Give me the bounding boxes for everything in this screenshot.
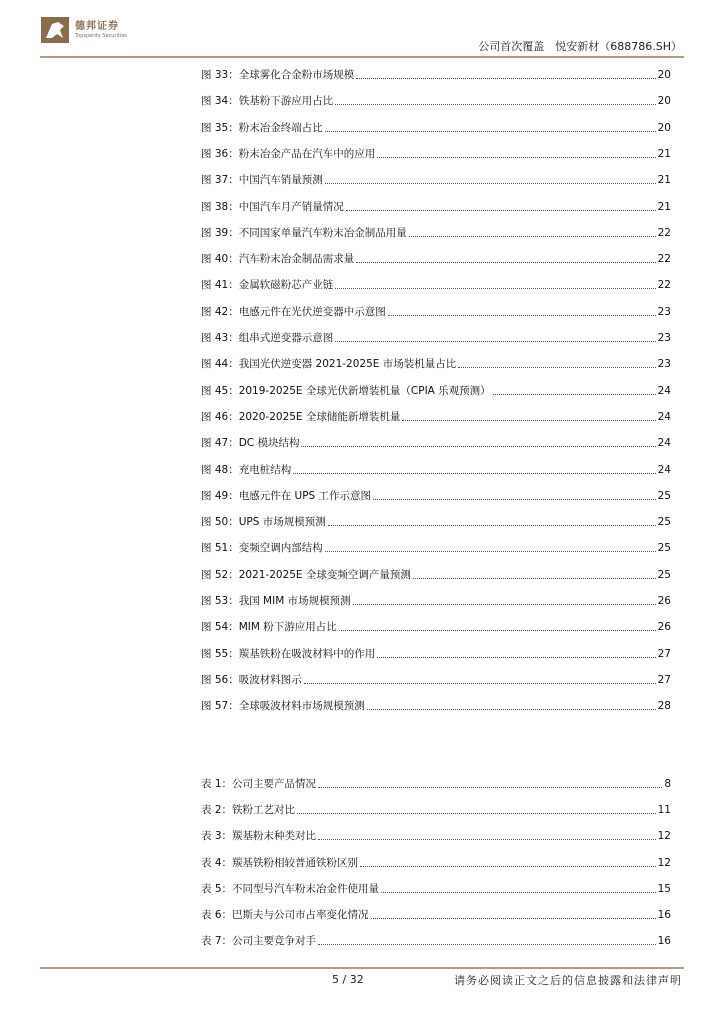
toc-entry-label: 表 1：公司主要产品情况 xyxy=(201,778,317,790)
footer-divider xyxy=(40,967,684,969)
toc-entry-page: 22 xyxy=(657,226,671,239)
toc-entry-page: 26 xyxy=(657,621,671,634)
toc-entry-label: 图 54：MIM 粉下游应用占比 xyxy=(201,621,337,634)
toc-leader-dots xyxy=(318,943,656,945)
toc-entry[interactable] xyxy=(201,541,671,555)
logo-cn-text: 德邦证券 xyxy=(75,20,119,32)
toc-entry-page: 25 xyxy=(657,489,671,502)
toc-entry-page: 21 xyxy=(657,200,671,213)
toc-entry-label: 图 39：不同国家单量汽车粉末冶金制品用量 xyxy=(201,226,407,239)
toc-entry[interactable] xyxy=(201,252,671,266)
toc-leader-dots xyxy=(297,812,656,814)
toc-entry[interactable] xyxy=(201,777,671,791)
toc-leader-dots xyxy=(293,472,655,474)
toc-entry-page: 15 xyxy=(657,882,671,895)
toc-entry-page: 23 xyxy=(657,305,671,318)
toc-leader-dots xyxy=(356,261,655,263)
toc-entry-label: 图 35：粉末冶金终端占比 xyxy=(201,121,323,134)
toc-entry[interactable] xyxy=(201,699,671,713)
toc-entry-page: 24 xyxy=(657,437,671,450)
toc-entry-page: 20 xyxy=(657,121,671,134)
toc-entry[interactable] xyxy=(201,278,671,292)
toc-entry-page: 25 xyxy=(657,542,671,555)
toc-entry[interactable] xyxy=(201,357,671,371)
toc-entry[interactable] xyxy=(201,410,671,424)
toc-entry-label: 图 52：2021-2025E 全球变频空调产量预测 xyxy=(201,568,411,581)
toc-entry-page: 20 xyxy=(657,95,671,108)
toc-leader-dots xyxy=(304,682,656,684)
toc-entry-label: 图 50：UPS 市场规模预测 xyxy=(201,516,326,529)
toc-entry-label: 图 53：我国 MIM 市场规模预测 xyxy=(201,595,351,607)
toc-leader-dots xyxy=(388,314,656,316)
toc-entry[interactable] xyxy=(201,147,671,161)
toc-entry-label: 图 33：全球雾化合金粉市场规模 xyxy=(201,69,355,81)
toc-entry[interactable] xyxy=(201,934,671,948)
toc-leader-dots xyxy=(360,865,656,867)
toc-leader-dots xyxy=(402,419,655,421)
toc-entry-label: 表 2：铁粉工艺对比 xyxy=(201,804,296,817)
toc-entry-label: 图 44：我国光伏逆变器 2021-2025E 市场装机量占比 xyxy=(201,358,457,371)
toc-entry-page: 12 xyxy=(657,856,671,869)
toc-leader-dots xyxy=(328,524,656,526)
toc-entry-label: 图 34：铁基粉下游应用占比 xyxy=(201,95,334,108)
toc-entry-label: 表 6：巴斯夫与公司市占率变化情况 xyxy=(201,909,369,921)
toc-entry[interactable] xyxy=(201,200,671,214)
toc-leader-dots xyxy=(318,786,662,788)
toc-entry-page: 11 xyxy=(657,804,671,817)
toc-entry-page: 25 xyxy=(657,516,671,529)
toc-leader-dots xyxy=(335,103,655,105)
toc-entry-page: 22 xyxy=(657,279,671,292)
toc-entry-label: 表 4：羰基铁粉相较普通铁粉区别 xyxy=(201,856,359,869)
toc-entry-page: 25 xyxy=(657,568,671,581)
toc-entry-page: 22 xyxy=(657,253,671,266)
toc-entry-page: 8 xyxy=(664,778,671,790)
toc-entry-label: 图 43：组串式逆变器示意图 xyxy=(201,332,334,344)
toc-leader-dots xyxy=(458,366,655,368)
toc-leader-dots xyxy=(318,838,656,840)
toc-entry-page: 27 xyxy=(657,647,671,660)
toc-leader-dots xyxy=(346,209,656,211)
toc-entry[interactable] xyxy=(201,803,671,817)
toc-entry-label: 表 5：不同型号汽车粉末冶金件使用量 xyxy=(201,882,380,895)
toc-entry[interactable] xyxy=(201,620,671,634)
toc-entry-page: 12 xyxy=(657,830,671,843)
toc-entry-page: 16 xyxy=(657,909,671,921)
legal-disclaimer: 请务必阅读正文之后的信息披露和法律声明 xyxy=(454,974,682,987)
toc-entry-label: 图 41：金属软磁粉芯产业链 xyxy=(201,279,334,292)
toc-entry-page: 24 xyxy=(657,463,671,476)
toc-entry[interactable] xyxy=(201,568,671,582)
toc-leader-dots xyxy=(377,156,655,158)
toc-leader-dots xyxy=(335,340,655,342)
toc-entry-label: 图 37：中国汽车销量预测 xyxy=(201,174,323,187)
toc-entry-label: 图 51：变频空调内部结构 xyxy=(201,542,323,555)
toc-leader-dots xyxy=(371,917,656,919)
toc-leader-dots xyxy=(493,393,656,395)
toc-entry-label: 图 55：羰基铁粉在吸波材料中的作用 xyxy=(201,647,376,660)
toc-entry-label: 图 57：全球吸波材料市场规模预测 xyxy=(201,700,365,713)
toc-leader-dots xyxy=(301,445,655,447)
toc-leader-dots xyxy=(325,182,656,184)
toc-entry[interactable] xyxy=(201,305,671,319)
toc-leader-dots xyxy=(353,603,656,605)
page-number: 5 / 32 xyxy=(332,973,364,986)
toc-entry[interactable] xyxy=(201,173,671,187)
toc-entry[interactable] xyxy=(201,908,671,922)
toc-entry[interactable] xyxy=(201,515,671,529)
toc-leader-dots xyxy=(377,656,655,658)
toc-entry-label: 图 40：汽车粉末冶金制品需求量 xyxy=(201,253,355,266)
company-logo xyxy=(40,16,160,44)
toc-leader-dots xyxy=(373,498,656,500)
logo-mark-icon xyxy=(40,16,70,44)
toc-entry-label: 图 42：电感元件在光伏逆变器中示意图 xyxy=(201,305,386,318)
toc-leader-dots xyxy=(413,577,656,579)
toc-entry[interactable] xyxy=(201,829,671,843)
toc-entry-label: 表 7：公司主要竞争对手 xyxy=(201,935,317,948)
toc-entry-label: 表 3：羰基粉末种类对比 xyxy=(201,830,317,843)
toc-entry[interactable] xyxy=(201,463,671,477)
toc-leader-dots xyxy=(367,708,656,710)
toc-entry[interactable] xyxy=(201,647,671,661)
toc-leader-dots xyxy=(356,77,655,79)
toc-entry[interactable] xyxy=(201,384,671,398)
toc-entry-page: 16 xyxy=(657,935,671,948)
toc-leader-dots xyxy=(339,629,656,631)
toc-leader-dots xyxy=(335,287,655,289)
toc-entry-page: 23 xyxy=(657,358,671,371)
toc-entry[interactable] xyxy=(201,594,671,608)
toc-entry-page: 20 xyxy=(657,69,671,81)
toc-entry[interactable] xyxy=(201,68,671,82)
toc-entry[interactable] xyxy=(201,673,671,687)
toc-entry[interactable] xyxy=(201,882,671,896)
toc-leader-dots xyxy=(325,130,656,132)
toc-entry-label: 图 46：2020-2025E 全球储能新增装机量 xyxy=(201,410,401,423)
toc-entry-label: 图 36：粉末冶金产品在汽车中的应用 xyxy=(201,147,376,160)
toc-leader-dots xyxy=(325,550,656,552)
toc-entry-page: 24 xyxy=(657,410,671,423)
toc-entry[interactable] xyxy=(201,856,671,870)
toc-entry-label: 图 49：电感元件在 UPS 工作示意图 xyxy=(201,489,372,502)
toc-entry-page: 21 xyxy=(657,147,671,160)
toc-entry[interactable] xyxy=(201,94,671,108)
report-title: 公司首次覆盖 悦安新材（688786.SH） xyxy=(478,40,682,53)
toc-entry[interactable] xyxy=(201,121,671,135)
toc-entry-label: 图 47：DC 模块结构 xyxy=(201,437,300,450)
toc-entry-page: 21 xyxy=(657,174,671,187)
toc-entry-page: 28 xyxy=(657,700,671,713)
header-divider xyxy=(40,56,684,58)
logo-en-text: Topsperity Securities xyxy=(75,32,127,39)
toc-entry-page: 27 xyxy=(657,673,671,686)
toc-entry-page: 26 xyxy=(657,595,671,607)
toc-entry-label: 图 45：2019-2025E 全球光伏新增装机量（CPIA 乐观预测） xyxy=(201,384,491,397)
toc-entry-page: 24 xyxy=(657,384,671,397)
toc-entry[interactable] xyxy=(201,489,671,503)
toc-entry-label: 图 56：吸波材料图示 xyxy=(201,673,302,686)
toc-entry-label: 图 48：充电桩结构 xyxy=(201,463,292,476)
toc-entry-page: 23 xyxy=(657,332,671,344)
toc-leader-dots xyxy=(381,891,656,893)
toc-entry-label: 图 38：中国汽车月产销量情况 xyxy=(201,200,344,213)
toc-entry[interactable] xyxy=(201,436,671,450)
toc-leader-dots xyxy=(409,235,656,237)
toc-entry[interactable] xyxy=(201,226,671,240)
toc-entry[interactable] xyxy=(201,331,671,345)
